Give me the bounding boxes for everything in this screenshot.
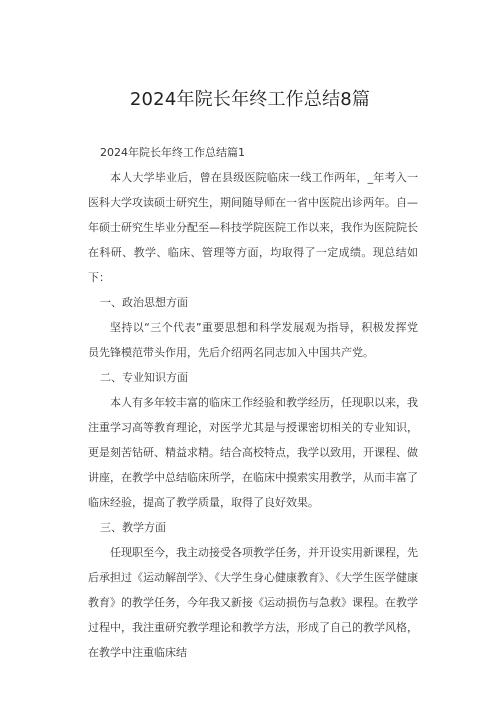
politics-paragraph: 坚持以“三个代表”重要思想和科学发展观为指导，积极发挥党员先锋模范带头作用，先后介绍两名同志加入中国共产党。 [88,321,418,359]
intro-paragraph: 本人大学毕业后，曾在县级医院临床一线工作两年，_年考入一医科大学攻读硕士研究生，期间随导师在一省中医院出诊两年。自—年硕士研究生毕业分配至—科技学院医院工作以来，我作为医院院长在科研、教学、临床、管理等方面，均取得了一定成绩。现总结如下： [88,171,418,284]
document-title: 2024年院长年终工作总结8篇 [129,89,371,110]
section-heading-teaching: 三、教学方面 [100,521,166,534]
teaching-paragraph: 任现职至今，我主动接受各项教学任务，并开设实用新课程，先后承担过《运动解剖学》、《大学生身心健康教育》、《大学生医学健康教育》的教学任务，今年我又新接《运动损伤与急救》课程。在教学过程中，我注重研究教学理论和教学方法，形成了自己的教学风格，在教学中注重临床结 [88,546,418,659]
section-heading-expertise: 二、专业知识方面 [100,371,188,384]
section-subtitle: 2024年院长年终工作总结篇1 [100,146,245,159]
document-body [88,140,418,665]
expertise-paragraph: 本人有多年较丰富的临床工作经验和教学经历，任现职以来，我注重学习高等教育理论，对医学尤其是与授课密切相关的专业知识，更是刻苦钻研、精益求精。结合高校特点，我学以致用，开课程、做讲座，在教学中总结临床所学，在临床中摸索实用教学，从而丰富了临床经验，提高了教学质量，取得了良好效果。 [88,396,418,509]
section-heading-politics: 一、政治思想方面 [100,296,188,309]
